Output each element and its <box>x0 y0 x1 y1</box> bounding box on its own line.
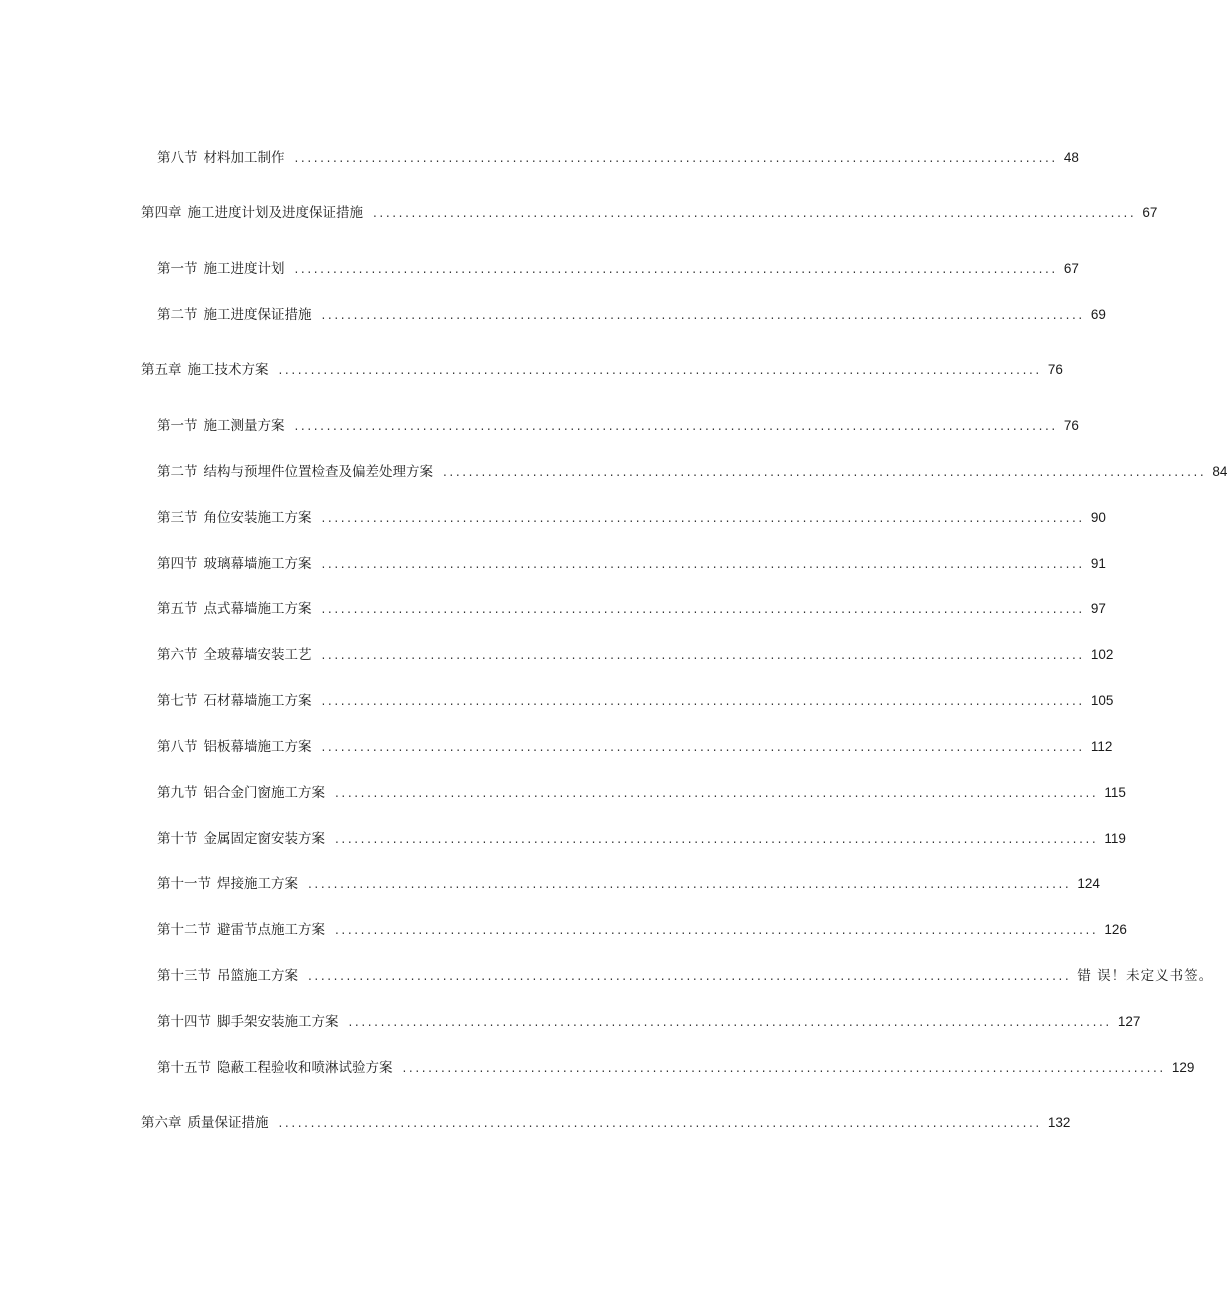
toc-entry-title: 材料加工制作 <box>203 150 285 166</box>
toc-entry[interactable] <box>157 737 1113 757</box>
toc-entry-title: 施工进度计划 <box>203 261 285 277</box>
toc-dot-leader: ....................................................................................................................... <box>348 1015 1112 1029</box>
toc-entry-number: 第十四节 <box>157 1014 211 1030</box>
toc-entry-title: 焊接施工方案 <box>217 876 298 892</box>
toc-entry-number: 第十节 <box>157 831 198 847</box>
toc-entry-page: 67 <box>1063 261 1079 276</box>
toc-entry[interactable] <box>157 148 1079 168</box>
toc-dot-leader: ....................................................................................................................... <box>321 602 1085 616</box>
toc-dot-leader: ....................................................................................................................... <box>335 923 1099 937</box>
toc-entry-page: 119 <box>1104 831 1126 846</box>
toc-entry-number: 第九节 <box>157 785 198 801</box>
toc-entry-number: 第八节 <box>157 739 198 755</box>
toc-entry[interactable] <box>157 645 1114 665</box>
toc-entry[interactable] <box>157 829 1126 849</box>
toc-entry-page: 48 <box>1063 150 1079 165</box>
toc-entry-title: 点式幕墙施工方案 <box>203 601 312 617</box>
toc-entry-page: 76 <box>1047 362 1063 377</box>
toc-dot-leader: ....................................................................................................................... <box>308 969 1072 983</box>
toc-entry[interactable] <box>157 1012 1141 1032</box>
toc-entry-title: 脚手架安装施工方案 <box>217 1014 339 1030</box>
toc-entry[interactable] <box>141 203 1158 223</box>
toc-dot-leader: ....................................................................................................................... <box>321 308 1085 322</box>
toc-entry-title: 隐蔽工程验收和喷淋试验方案 <box>217 1060 393 1076</box>
toc-dot-leader: ....................................................................................................................... <box>278 1116 1042 1130</box>
toc-entry-page: 102 <box>1090 647 1114 662</box>
toc-entry[interactable] <box>157 305 1106 325</box>
toc-entry-title: 铝板幕墙施工方案 <box>203 739 312 755</box>
toc-entry-page: 129 <box>1171 1060 1195 1075</box>
toc-entry-title: 施工进度计划及进度保证措施 <box>187 205 363 221</box>
toc-entry-number: 第三节 <box>157 510 198 526</box>
toc-dot-leader: ....................................................................................................................... <box>443 465 1207 479</box>
toc-dot-leader: ....................................................................................................................... <box>321 694 1085 708</box>
toc-entry[interactable] <box>141 1113 1071 1133</box>
toc-dot-leader: ....................................................................................................................... <box>321 740 1085 754</box>
toc-entry-page-error: 错 误！未定义书签。 <box>1077 968 1214 984</box>
toc-entry-page: 127 <box>1117 1014 1141 1029</box>
toc-entry-page: 90 <box>1090 510 1106 525</box>
toc-entry-title: 角位安装施工方案 <box>203 510 312 526</box>
toc-entry[interactable] <box>157 599 1106 619</box>
toc-entry-number: 第十三节 <box>157 968 211 984</box>
toc-entry-page: 69 <box>1090 307 1106 322</box>
toc-entry-number: 第四章 <box>141 205 182 221</box>
toc-entry-number: 第四节 <box>157 556 198 572</box>
toc-dot-leader: ....................................................................................................................... <box>294 151 1058 165</box>
toc-entry-number: 第五节 <box>157 601 198 617</box>
toc-entry-page: 115 <box>1104 785 1126 800</box>
toc-entry[interactable] <box>157 691 1114 711</box>
toc-entry-page: 91 <box>1090 556 1106 571</box>
toc-entry[interactable] <box>157 462 1227 482</box>
toc-entry-title: 施工测量方案 <box>203 418 285 434</box>
toc-entry[interactable] <box>157 920 1127 940</box>
toc-dot-leader: ....................................................................................................................... <box>373 206 1137 220</box>
toc-entry-page: 124 <box>1077 876 1100 891</box>
toc-entry-title: 吊篮施工方案 <box>217 968 298 984</box>
toc-entry-page: 105 <box>1090 693 1114 708</box>
toc-entry-title: 避雷节点施工方案 <box>217 922 325 938</box>
toc-dot-leader: ....................................................................................................................... <box>278 363 1042 377</box>
toc-entry-number: 第六节 <box>157 647 198 663</box>
toc-entry-number: 第二节 <box>157 307 198 323</box>
toc-entry-page: 76 <box>1063 418 1079 433</box>
toc-entry-number: 第五章 <box>141 362 182 378</box>
toc-entry[interactable] <box>157 416 1079 436</box>
toc-entry-number: 第一节 <box>157 418 198 434</box>
toc-dot-leader: ....................................................................................................................... <box>335 832 1099 846</box>
toc-entry[interactable] <box>157 508 1106 528</box>
toc-dot-leader: ....................................................................................................................... <box>321 648 1085 662</box>
toc-entry-number: 第七节 <box>157 693 198 709</box>
toc-dot-leader: ....................................................................................................................... <box>294 262 1058 276</box>
toc-entry[interactable] <box>157 874 1100 894</box>
toc-entry-title: 玻璃幕墙施工方案 <box>203 556 312 572</box>
toc-entry-number: 第六章 <box>141 1115 182 1131</box>
toc-entry-title: 金属固定窗安装方案 <box>203 831 325 847</box>
toc-entry-number: 第一节 <box>157 261 198 277</box>
toc-entry-title: 施工技术方案 <box>187 362 269 378</box>
toc-entry[interactable] <box>157 783 1126 803</box>
toc-entry[interactable] <box>157 554 1106 574</box>
toc-entry-page: 132 <box>1047 1115 1071 1130</box>
toc-entry-page: 84 <box>1212 464 1227 479</box>
toc-dot-leader: ....................................................................................................................... <box>321 511 1085 525</box>
toc-entry-page: 67 <box>1142 205 1158 220</box>
toc-dot-leader: ....................................................................................................................... <box>402 1061 1166 1075</box>
toc-entry-title: 施工进度保证措施 <box>203 307 312 323</box>
toc-dot-leader: ....................................................................................................................... <box>335 786 1099 800</box>
toc-entry[interactable] <box>157 966 1214 986</box>
toc-entry-title: 铝合金门窗施工方案 <box>203 785 325 801</box>
toc-entry-number: 第二节 <box>157 464 198 480</box>
toc-entry-title: 质量保证措施 <box>187 1115 269 1131</box>
toc-entry-title: 全玻幕墙安装工艺 <box>203 647 312 663</box>
toc-entry-page: 97 <box>1090 601 1106 616</box>
toc-dot-leader: ....................................................................................................................... <box>321 557 1085 571</box>
toc-entry-title: 结构与预埋件位置检查及偏差处理方案 <box>203 464 433 480</box>
toc-entry-page: 112 <box>1090 739 1113 754</box>
toc-entry-title: 石材幕墙施工方案 <box>203 693 312 709</box>
toc-dot-leader: ....................................................................................................................... <box>294 419 1058 433</box>
toc-entry[interactable] <box>157 1058 1195 1078</box>
toc-entry-number: 第十一节 <box>157 876 211 892</box>
toc-entry[interactable] <box>141 360 1063 380</box>
toc-entry-page: 126 <box>1104 922 1127 937</box>
toc-entry[interactable] <box>157 259 1079 279</box>
toc-entry-number: 第十五节 <box>157 1060 211 1076</box>
toc-dot-leader: ....................................................................................................................... <box>308 877 1072 891</box>
toc-entry-number: 第十二节 <box>157 922 211 938</box>
toc-entry-number: 第八节 <box>157 150 198 166</box>
